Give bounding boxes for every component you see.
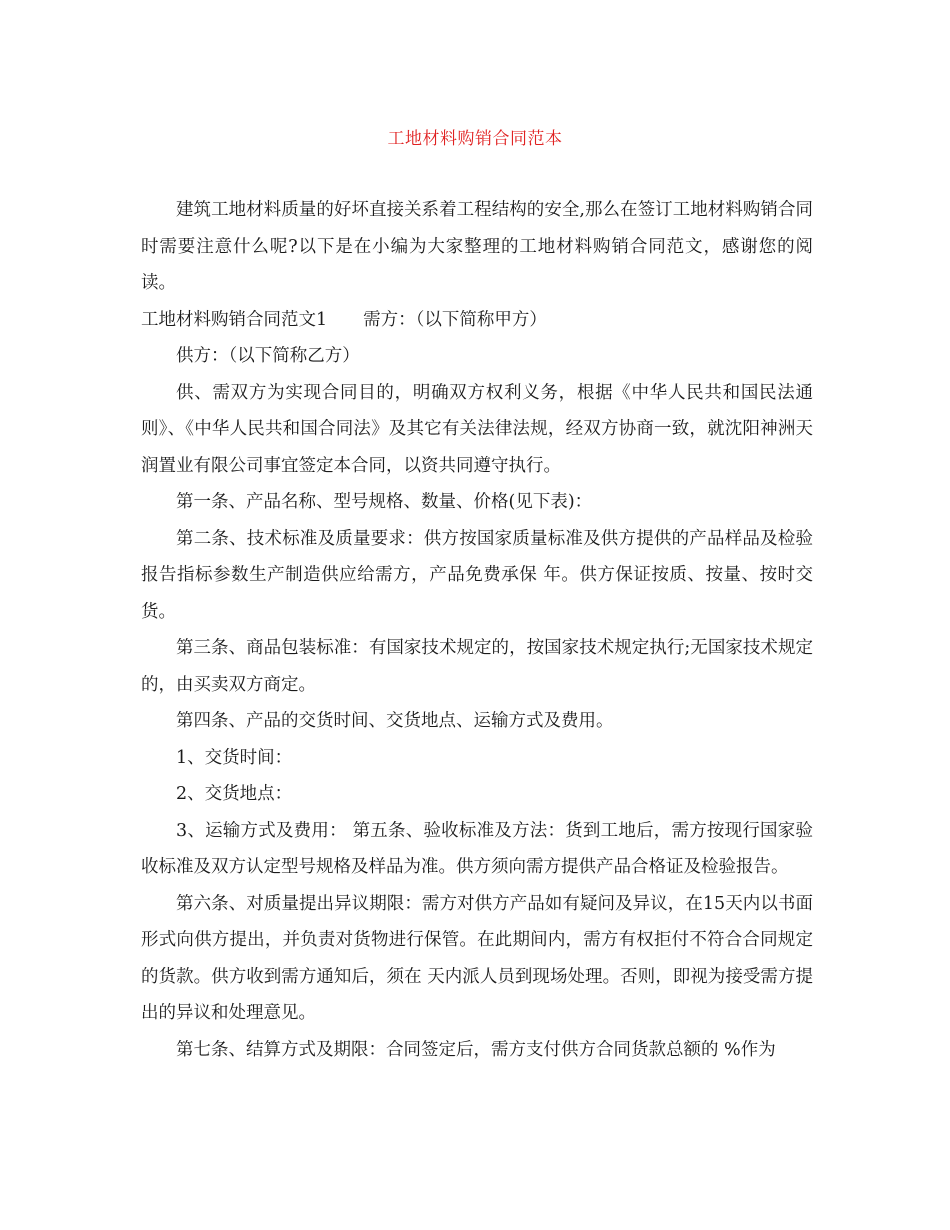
- contract-heading: 工地材料购销合同范文1: [141, 309, 328, 330]
- article-1: 第一条、产品名称、型号规格、数量、价格(见下表)：: [176, 492, 593, 512]
- article-6: 第六条、对质量提出异议期限：需方对供方产品如有疑问及异议，在15天内以书面形式向供方提出，并负责对货物进行保管。在此期间内，需方有权拒付不符合合同规定的货款。供方收到需方通知后，须在 天内派人员到现场处理。否则，即视为接受需方提出的异议和处理意见。: [141, 893, 813, 1023]
- article-4: 第四条、产品的交货时间、交货地点、运输方式及费用。: [176, 711, 614, 731]
- article-3: 第三条、商品包装标准：有国家技术规定的，按国家技术规定执行;无国家技术规定的，由买卖双方商定。: [141, 638, 813, 695]
- transport-and-article-5: 3、运输方式及费用： 第五条、验收标准及方法：货到工地后，需方按现行国家验收标准及双方认定型号规格及样品为准。供方须向需方提供产品合格证及检验报告。: [141, 820, 813, 877]
- intro-paragraph: 建筑工地材料质量的好坏直接关系着工程结构的安全,那么在签订工地材料购销合同时需要注意什么呢?以下是在小编为大家整理的工地材料购销合同范文，感谢您的阅读。: [141, 200, 813, 293]
- document-title: 工地材料购销合同范本: [387, 129, 563, 149]
- buyer-line: 需方：（以下简称甲方）: [363, 309, 547, 330]
- preamble-paragraph: 供、需双方为实现合同目的，明确双方权利义务，根据《中华人民共和国民法通则》、《中华人民共和国合同法》及其它有关法律法规，经双方协商一致，就沈阳神洲天润置业有限公司事宜签定本合同，以资共同遵守执行。: [141, 382, 813, 476]
- article-2: 第二条、技术标准及质量要求：供方按国家质量标准及供方提供的产品样品及检验报告指标参数生产制造供应给需方，产品免费承保 年。供方保证按质、按量、按时交货。: [141, 528, 813, 622]
- delivery-place-item: 2、交货地点：: [176, 784, 293, 804]
- article-7: 第七条、结算方式及期限：合同签定后，需方支付供方合同货款总额的 %作为: [176, 1039, 776, 1060]
- contract-heading-line: [141, 302, 813, 339]
- seller-line: 供方：（以下简称乙方）: [176, 346, 360, 366]
- delivery-time-item: 1、交货时间：: [176, 747, 293, 768]
- document-body: [141, 192, 813, 1068]
